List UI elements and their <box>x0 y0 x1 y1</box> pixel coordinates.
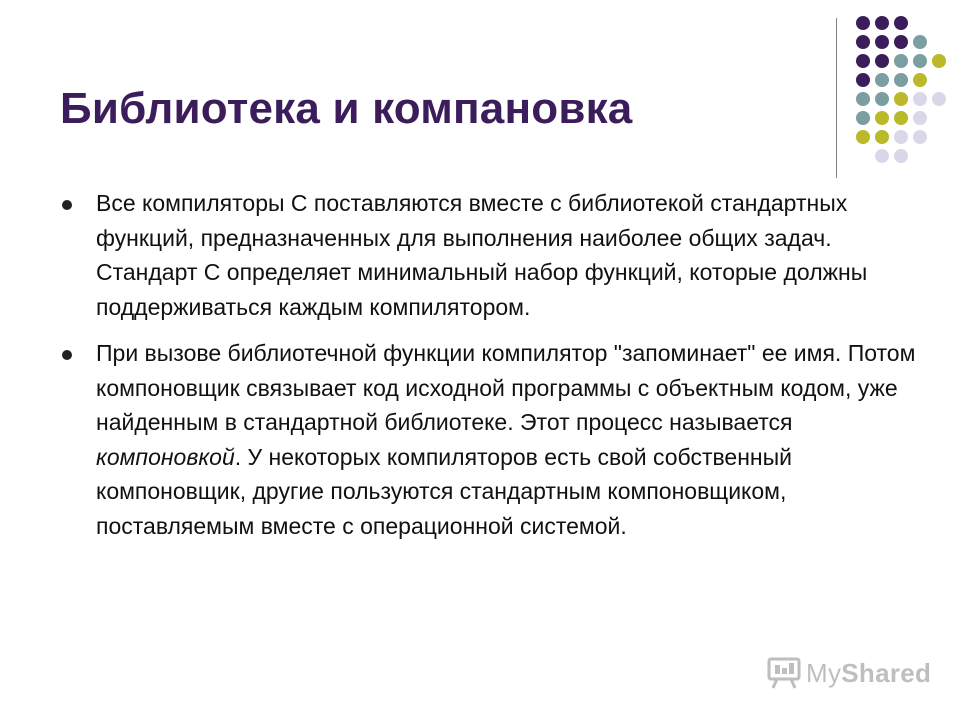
decorative-dot <box>894 54 908 68</box>
decorative-dot <box>856 54 870 68</box>
decorative-dot <box>894 111 908 125</box>
decorative-dot <box>856 16 870 30</box>
decorative-dot <box>913 92 927 106</box>
decorative-dot <box>894 16 908 30</box>
decorative-dot <box>875 35 889 49</box>
bullet-item <box>60 186 920 324</box>
decorative-dot <box>894 35 908 49</box>
watermark-logo <box>766 656 931 690</box>
decorative-dot <box>894 149 908 163</box>
text-segment: . У некоторых компиляторов есть свой собственный компоновщик, другие пользуются стандартным компоновщиком, поставляемым вместе с операционной системой. <box>96 443 793 539</box>
decorative-dot <box>875 149 889 163</box>
decorative-dot <box>894 73 908 87</box>
decorative-dot <box>875 54 889 68</box>
decorative-dot <box>856 73 870 87</box>
decorative-dot <box>875 16 889 30</box>
watermark-text: MyShared <box>806 657 932 688</box>
presentation-board-icon <box>766 656 802 690</box>
slide-title: Библиотека и компановка <box>60 84 633 133</box>
decorative-dot <box>875 130 889 144</box>
text-segment: Все компиляторы C поставляются вместе с библиотекой стандартных функций, предназначенных для выполнения наиболее общих задач. Стандарт C определяет минимальный набор функций, которые должны поддерживаться каждым компилятором. <box>96 190 868 320</box>
decorative-dot <box>913 111 927 125</box>
decorative-dot <box>856 35 870 49</box>
divider-line <box>836 18 837 178</box>
decorative-dot <box>932 54 946 68</box>
decorative-dot <box>894 92 908 106</box>
bullet-item <box>60 336 920 543</box>
decorative-dot <box>932 92 946 106</box>
decorative-dot <box>894 130 908 144</box>
decorative-dot <box>856 92 870 106</box>
decorative-dot <box>875 92 889 106</box>
decorative-dot <box>875 73 889 87</box>
decorative-dot <box>913 130 927 144</box>
bullet-dot-icon <box>62 200 72 210</box>
italic-term: компоновкой <box>96 443 235 470</box>
decorative-dot <box>913 54 927 68</box>
decorative-dot <box>875 111 889 125</box>
bullet-text <box>96 186 920 324</box>
decorative-dot <box>856 130 870 144</box>
bullet-list <box>60 186 920 555</box>
decorative-dot <box>913 73 927 87</box>
text-segment: При вызове библиотечной функции компилятор "запоминает" ее имя. Потом компоновщик связывает код исходной программы с объектным кодом, уже найденным в стандартной библиотеке. Этот процесс называется <box>96 340 916 435</box>
bullet-text <box>96 336 920 543</box>
decorative-dot <box>913 35 927 49</box>
bullet-dot-icon <box>62 350 72 360</box>
decorative-dot <box>856 111 870 125</box>
